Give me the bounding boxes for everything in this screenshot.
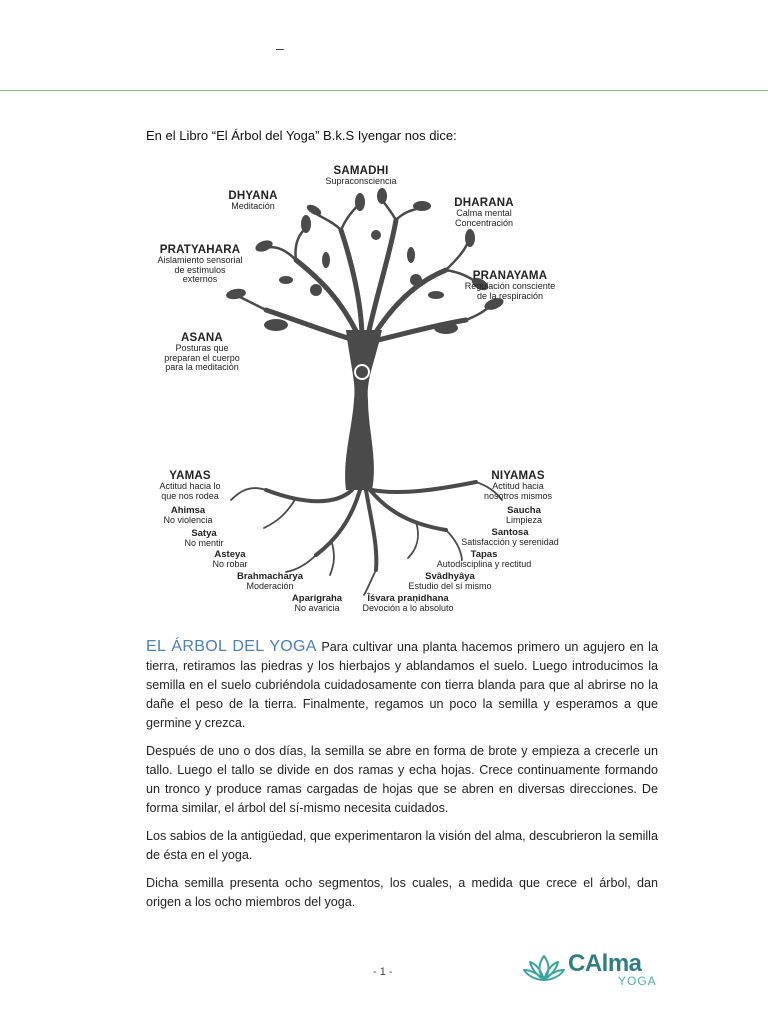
dharana-sub1: Calma mental — [456, 208, 512, 219]
asana-sub1: Posturas que — [175, 343, 229, 354]
yamas-item-desc: No mentir — [184, 537, 224, 548]
header-dash: – — [276, 40, 284, 56]
niyamas-item-name: Svâdhyâya — [425, 571, 475, 582]
samadhi-title: SAMADHI — [333, 165, 389, 177]
paragraph-2: Después de uno o dos días, la semilla se abre en forma de brote y empieza a crecerle un tallo. Luego el tallo se divide en dos ramas y echa hojas. Crece continuamente formando un tronco y produce ramas cargadas de hojas que se abren en diversas direcciones. De forma similar, el árbol del sí-mismo necesita cuidados. — [146, 744, 658, 815]
header-rule — [0, 90, 768, 91]
logo-text: CAlma — [568, 950, 642, 977]
pranayama-title: PRANAYAMA — [472, 270, 548, 282]
niyamas-item-desc: Devoción a lo absoluto — [362, 602, 454, 613]
yamas-item-name: Satya — [191, 528, 217, 539]
niyamas-item-santosa — [454, 528, 566, 547]
label-pranayama — [460, 270, 560, 301]
niyamas-item-svadhyaya — [398, 572, 502, 591]
label-dharana — [444, 197, 524, 228]
yamas-title: YAMAS — [169, 470, 211, 482]
asana-sub2: preparan el cuerpo — [164, 352, 240, 363]
yamas-item-name: Asteya — [214, 549, 246, 560]
pratyahara-sub2: de estímulos — [174, 264, 226, 275]
paragraph-4: Dicha semilla presenta ocho segmentos, los cuales, a medida que crece el árbol, dan origen a los ocho miembros del yoga. — [146, 876, 658, 909]
niyamas-item-name: Îśvara praṇidhana — [367, 593, 449, 604]
label-dhyana — [218, 190, 288, 212]
niyamas-item-name: Saucha — [507, 505, 541, 516]
dharana-sub2: Concentración — [454, 217, 514, 228]
niyamas-sub1: Actitud hacia — [492, 481, 544, 492]
yamas-item-desc: Moderación — [246, 580, 294, 591]
yamas-item-name: Aparigraha — [291, 593, 343, 604]
niyamas-item-desc: Satisfacción y serenidad — [461, 536, 559, 547]
niyamas-item-isvara — [352, 594, 464, 613]
niyamas-item-name: Santosa — [491, 527, 529, 538]
asana-title: ASANA — [181, 332, 223, 344]
samadhi-sub: Supraconsciencia — [325, 176, 397, 187]
yamas-sub2: que nos rodea — [161, 490, 219, 501]
niyamas-item-saucha — [498, 506, 550, 525]
yamas-item-aparigraha — [286, 594, 348, 613]
niyamas-sub2: nosotros mismos — [483, 490, 553, 501]
page-number: - 1 - — [373, 966, 393, 978]
calma-yoga-logo — [522, 948, 657, 992]
label-asana — [156, 332, 248, 372]
yamas-sub1: Actitud hacia lo — [159, 481, 221, 492]
section-heading: EL ÁRBOL DEL YOGA — [146, 638, 317, 655]
logo-subtext: YOGA — [618, 974, 657, 988]
paragraph-1-text: Para cultivar una planta hacemos primero un agujero en la tierra, retiramos las piedras y los hierbajos y ablandamos el suelo. Luego introducimos la semilla en el suelo cubriéndola cuidadosamente con tierra blanda para que al abrirse no la dañe el peso de la tierra. Finalmente, regamos un poco la semilla y esperamos a que germine y crezca. — [146, 640, 658, 730]
intro-text: En el Libro “El Árbol del Yoga” B.k.S Iyengar nos dice: — [146, 128, 457, 143]
niyamas-item-tapas — [428, 550, 540, 569]
paragraph-1 — [146, 637, 658, 733]
article-body — [146, 637, 658, 921]
yamas-item-desc: No violencia — [163, 514, 213, 525]
paragraph-3: Los sabios de la antigüedad, que experimentaron la visión del alma, descubrieron la semilla de ésta en el yoga. — [146, 829, 658, 862]
niyamas-title: NIYAMAS — [491, 470, 545, 482]
yamas-item-satya — [176, 529, 232, 548]
pratyahara-sub1: Aislamiento sensorial — [157, 255, 243, 266]
yamas-item-brahmacharya — [232, 572, 308, 591]
yamas-item-name: Brahmacharya — [236, 571, 303, 582]
pratyahara-sub3: externos — [182, 273, 218, 284]
yamas-item-desc: No avaricia — [294, 602, 340, 613]
niyamas-item-desc: Autodisciplina y rectitud — [436, 558, 532, 569]
yamas-item-ahimsa — [158, 506, 218, 525]
niyamas-item-name: Tapas — [470, 549, 498, 560]
asana-sub3: para la meditación — [165, 361, 239, 372]
label-samadhi — [306, 165, 416, 187]
label-pratyahara — [150, 244, 250, 284]
yamas-item-name: Ahimsa — [170, 505, 206, 516]
yamas-item-desc: No robar — [212, 558, 248, 569]
pranayama-sub2: de la respiración — [476, 290, 544, 301]
dharana-title: DHARANA — [454, 197, 514, 209]
dhyana-title: DHYANA — [228, 190, 278, 202]
yamas-item-asteya — [204, 550, 256, 569]
dhyana-sub: Meditación — [231, 201, 275, 212]
label-yamas — [150, 470, 230, 501]
yoga-tree-figure — [146, 160, 622, 620]
niyamas-item-desc: Limpieza — [505, 514, 543, 525]
label-niyamas — [476, 470, 560, 501]
lotus-icon — [522, 952, 566, 988]
pranayama-sub1: Regulación consciente — [464, 281, 556, 292]
niyamas-item-desc: Estudio del sí mismo — [408, 580, 492, 591]
pratyahara-title: PRATYAHARA — [159, 244, 241, 256]
